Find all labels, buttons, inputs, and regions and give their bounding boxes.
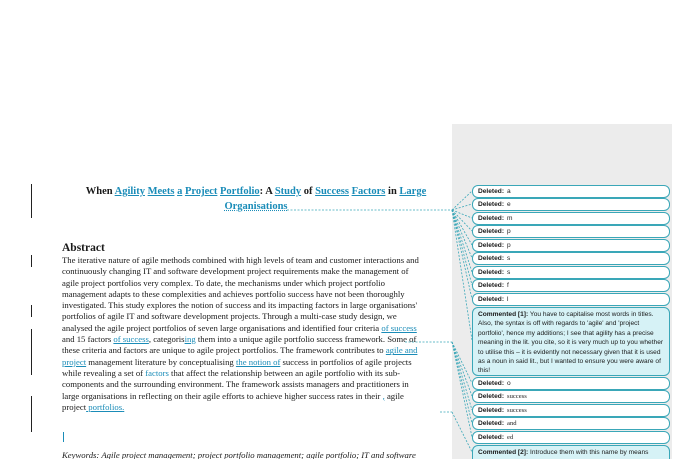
inserted-text: the notion of bbox=[235, 356, 281, 367]
abstract-line: large organisations in reflecting on their agile efforts to achieve higher success rates in their , agile bbox=[62, 390, 404, 401]
abstract-line: The iterative nature of agile methods combined with high levels of team and customer interactions and bbox=[62, 255, 419, 265]
comment-text: Introduce them with this name by means bbox=[530, 449, 649, 456]
deleted-balloon[interactable]: Deleted: l bbox=[472, 293, 670, 306]
abstract-line: project portfolios. bbox=[62, 401, 125, 412]
title-insert: a bbox=[177, 186, 183, 197]
title-insert: Agility bbox=[114, 186, 145, 197]
abstract-line: analysed the agile project portfolios of seven large organisations and identified four criteria of success bbox=[62, 322, 417, 333]
inserted-text: project bbox=[62, 356, 87, 367]
title-insert: Portfolio bbox=[220, 186, 260, 197]
abstract-line: components and the surrounding environment. The framework assists managers and practitioners in bbox=[62, 379, 409, 390]
paper-title[interactable]: When Agility Meets a Project Portfolio: A Study of Success Factors in Large Organisations bbox=[85, 186, 427, 212]
title-insert: Large bbox=[399, 186, 427, 197]
title-insert: Meets bbox=[147, 186, 175, 197]
deleted-balloon[interactable]: Deleted: m bbox=[472, 212, 670, 225]
inserted-text: , bbox=[382, 390, 385, 401]
abstract-line: continuously changing IT and software development project requirements make the management of bbox=[62, 266, 409, 277]
comment-balloon[interactable]: Commented [2]: Introduce them with this name by means bbox=[472, 445, 670, 459]
deleted-balloon[interactable]: Deleted: ed bbox=[472, 431, 670, 444]
abstract-line: project management literature by conceptualising the notion of success in portfolios of agile projects bbox=[62, 356, 412, 367]
inserted-text: factors bbox=[145, 367, 169, 378]
inserted-text: of success bbox=[113, 334, 149, 345]
deleted-balloon[interactable]: Deleted: e bbox=[472, 198, 670, 211]
abstract-line: investigated. This study explores the notion of success and its impacting factors in large organisations' bbox=[62, 300, 418, 311]
deleted-balloon[interactable]: Deleted: and bbox=[472, 417, 670, 430]
abstract-line: these criteria and factors are unique to agile project portfolios. The framework contributes to agile and bbox=[62, 345, 418, 356]
deleted-balloon[interactable]: Deleted: success bbox=[472, 390, 670, 403]
title-insert: Study bbox=[274, 186, 302, 197]
keywords-line: Keywords: Agile project management; project portfolio management; agile portfolio; IT and software bbox=[62, 450, 416, 459]
abstract-line: and 15 factors of success, categorising them into a unique agile portfolio success framework. Some of bbox=[62, 334, 417, 345]
deleted-balloon[interactable]: Deleted: success bbox=[472, 404, 670, 417]
inserted-text: portfolios bbox=[86, 401, 123, 412]
deleted-balloon[interactable]: Deleted: p bbox=[472, 239, 670, 252]
deleted-balloon[interactable]: Deleted: f bbox=[472, 279, 670, 292]
title-insert: Factors bbox=[351, 186, 386, 197]
deleted-balloon[interactable]: Deleted: a bbox=[472, 185, 670, 198]
deleted-balloon[interactable]: Deleted: s bbox=[472, 266, 670, 279]
abstract-heading: Abstract bbox=[62, 242, 105, 254]
deleted-balloon[interactable]: Deleted: p bbox=[472, 225, 670, 238]
inserted-text: ing bbox=[184, 334, 196, 345]
inserted-text: of success bbox=[381, 322, 417, 333]
inserted-text: agile and bbox=[385, 345, 418, 356]
abstract-line: while revealing a set of factors that affect the relationship between an agile portfolio with its sub- bbox=[62, 367, 401, 378]
deleted-balloon[interactable]: Deleted: s bbox=[472, 252, 670, 265]
inserted-text: . bbox=[122, 401, 125, 412]
abstract-line: management adapts to these complexities and achieves portfolio success have not been thoroughly bbox=[62, 288, 405, 299]
title-insert: Organisations bbox=[224, 201, 288, 212]
comment-balloon[interactable]: Commented [1]: You have to capitalise most words in titles. Also, the syntax is off with regards to 'agile' and 'project portfolio', hence my additions; I see that agility has a precise meaning in the lit. you cite, so it is very much up to you whether to utilise this – it is evidently not necessary given that it is used as a noun in said lit., but I wanted to ensure you were aware of this! bbox=[472, 307, 670, 376]
title-insert: Success bbox=[315, 186, 349, 197]
comment-text: You have to capitalise most words in titles. Also, the syntax is off with regards to 'agile' and 'project portfolio', hence my additions; I see that agility has a precise meaning in the lit. you cite, so it is very much up to you whether to utilise this – it is evidently not necessary given that it is used as a noun in said lit., but I wanted to ensure you were aware of this! bbox=[478, 311, 664, 375]
title-insert: Project bbox=[184, 186, 218, 197]
deleted-balloon[interactable]: Deleted: o bbox=[472, 377, 670, 390]
abstract-line: portfolios of agile IT and software development projects. Through a multi-case study design, we bbox=[62, 311, 397, 322]
abstract-line: agile project portfolios very complex. To date, the mechanisms under which project portfolio bbox=[62, 277, 385, 288]
